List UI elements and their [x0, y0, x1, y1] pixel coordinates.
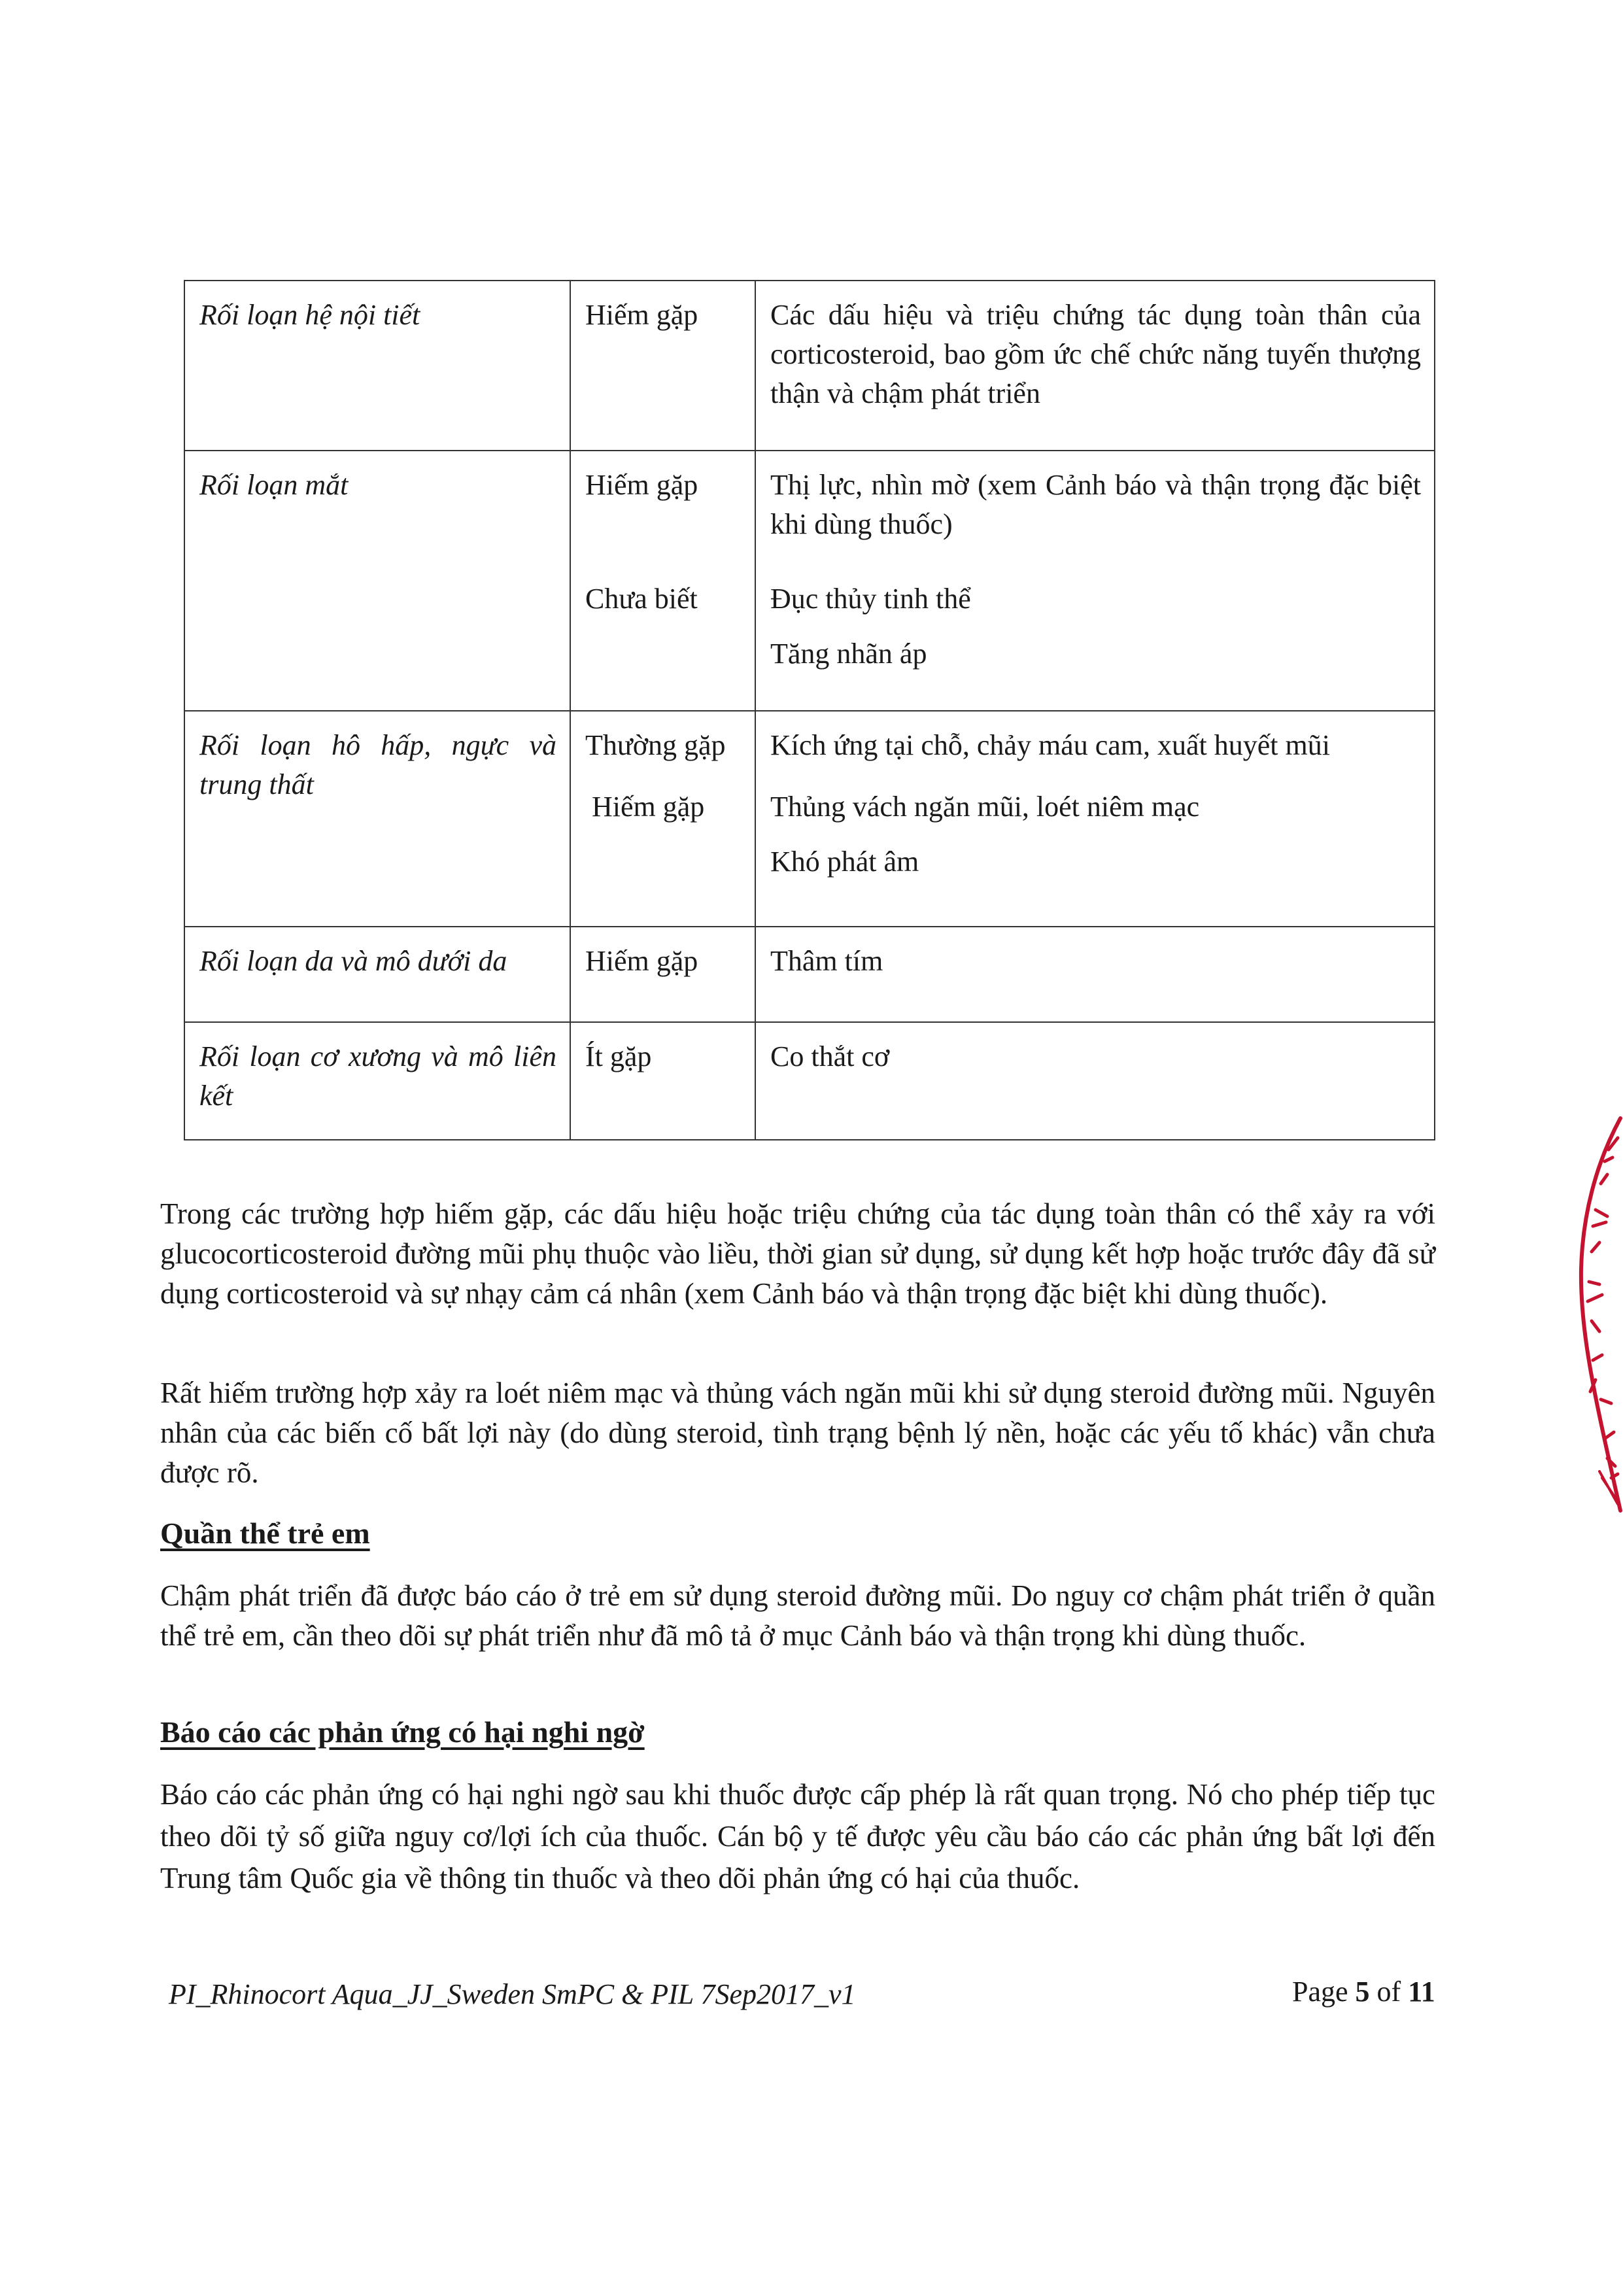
- section-heading-pediatric: Quần thể trẻ em: [160, 1516, 370, 1550]
- document-id: PI_Rhinocort Aqua_JJ_Sweden SmPC & PIL 7Sep2017_v1: [169, 1978, 856, 2010]
- frequency-label: Thường gặp: [585, 729, 726, 761]
- paragraph-reporting: Báo cáo các phản ứng có hại nghi ngờ sau khi thuốc được cấp phép là rất quan trọng. Nó cho phép tiếp tục theo dõi tỷ số giữa nguy cơ/lợi ích của thuốc. Cán bộ y tế được yêu cầu báo cáo các phản ứng bất lợi đến Trung tâm Quốc gia về thông tin thuốc và theo dõi phản ứng có hại của thuốc.: [160, 1778, 1435, 1894]
- effect-cell: [755, 711, 1435, 927]
- effect-cell: [755, 281, 1435, 451]
- table-row: [184, 1022, 1435, 1140]
- frequency-cell: [570, 1022, 755, 1140]
- of-word: of: [1376, 1976, 1401, 2008]
- organ-class-cell: [184, 927, 570, 1022]
- effect-text: Khó phát âm: [770, 846, 919, 878]
- frequency-label: Hiếm gặp: [585, 299, 698, 331]
- frequency-cell: [570, 927, 755, 1022]
- page-number: [1292, 1975, 1435, 2008]
- effect-text: Các dấu hiệu và triệu chứng tác dụng toàn thân của corticosteroid, bao gồm ức chế chức năng tuyến thượng thận và chậm phát triển: [770, 299, 1421, 409]
- frequency-label: Chưa biết: [585, 583, 698, 615]
- adverse-effects-table: [184, 280, 1435, 1140]
- effect-text: Tăng nhãn áp: [770, 638, 927, 670]
- paragraph-pediatric: Chậm phát triển đã được báo cáo ở trẻ em sử dụng steroid đường mũi. Do nguy cơ chậm phát triển ở quần thể trẻ em, cần theo dõi sự phát triển như đã mô tả ở mục Cảnh báo và thận trọng khi dùng thuốc.: [160, 1579, 1435, 1652]
- frequency-cell: [570, 451, 755, 711]
- table-row: [184, 927, 1435, 1022]
- paragraph-septal-perforation: Rất hiếm trường hợp xảy ra loét niêm mạc và thủng vách ngăn mũi khi sử dụng steroid đường mũi. Nguyên nhân của các biến cố bất lợi này (do dùng steroid, tình trạng bệnh lý nền, hoặc các yếu tố khác) vẫn chưa được rõ.: [160, 1377, 1435, 1489]
- organ-class-label: Rối loạn hô hấp, ngực và trung thất: [199, 729, 556, 800]
- frequency-cell: [570, 281, 755, 451]
- frequency-label: Hiếm gặp: [585, 945, 698, 977]
- organ-class-cell: [184, 711, 570, 927]
- effect-cell: [755, 927, 1435, 1022]
- frequency-label: Hiếm gặp: [592, 791, 705, 823]
- organ-class-cell: [184, 1022, 570, 1140]
- effect-text: Co thắt cơ: [770, 1040, 890, 1072]
- organ-class-label: Rối loạn mắt: [199, 469, 349, 501]
- effect-text: Đục thủy tinh thể: [770, 583, 971, 615]
- current-page: 5: [1355, 1976, 1370, 2008]
- effect-text: Kích ứng tại chỗ, chảy máu cam, xuất huyết mũi: [770, 729, 1330, 761]
- organ-class-cell: [184, 451, 570, 711]
- organ-class-label: Rối loạn hệ nội tiết: [199, 299, 420, 331]
- page-word: Page: [1292, 1976, 1348, 2008]
- effect-text: Thủng vách ngăn mũi, loét niêm mạc: [770, 791, 1200, 823]
- frequency-label: Hiếm gặp: [585, 469, 698, 501]
- adverse-effects-table-container: [184, 280, 1434, 1140]
- total-pages: 11: [1408, 1976, 1435, 2008]
- organ-class-label: Rối loạn da và mô dưới da: [199, 945, 507, 977]
- table-row: [184, 451, 1435, 711]
- section-heading-reporting: Báo cáo các phản ứng có hại nghi ngờ: [160, 1715, 645, 1749]
- red-seal-stamp-icon: [1569, 1112, 1623, 1517]
- organ-class-label: Rối loạn cơ xương và mô liên kết: [199, 1040, 556, 1112]
- frequency-label: Ít gặp: [585, 1040, 652, 1072]
- effect-cell: [755, 451, 1435, 711]
- effect-text: Thị lực, nhìn mờ (xem Cảnh báo và thận trọng đặc biệt khi dùng thuốc): [770, 469, 1421, 540]
- organ-class-cell: [184, 281, 570, 451]
- table-row: [184, 711, 1435, 927]
- effect-text: Thâm tím: [770, 945, 883, 977]
- effect-cell: [755, 1022, 1435, 1140]
- table-row: [184, 281, 1435, 451]
- frequency-cell: [570, 711, 755, 927]
- paragraph-systemic-effects: Trong các trường hợp hiếm gặp, các dấu hiệu hoặc triệu chứng của tác dụng toàn thân có thể xảy ra với glucocorticosteroid đường mũi phụ thuộc vào liều, thời gian sử dụng, sử dụng kết hợp hoặc trước đây đã sử dụng corticosteroid và sự nhạy cảm cá nhân (xem Cảnh báo và thận trọng đặc biệt khi dùng thuốc).: [160, 1197, 1435, 1310]
